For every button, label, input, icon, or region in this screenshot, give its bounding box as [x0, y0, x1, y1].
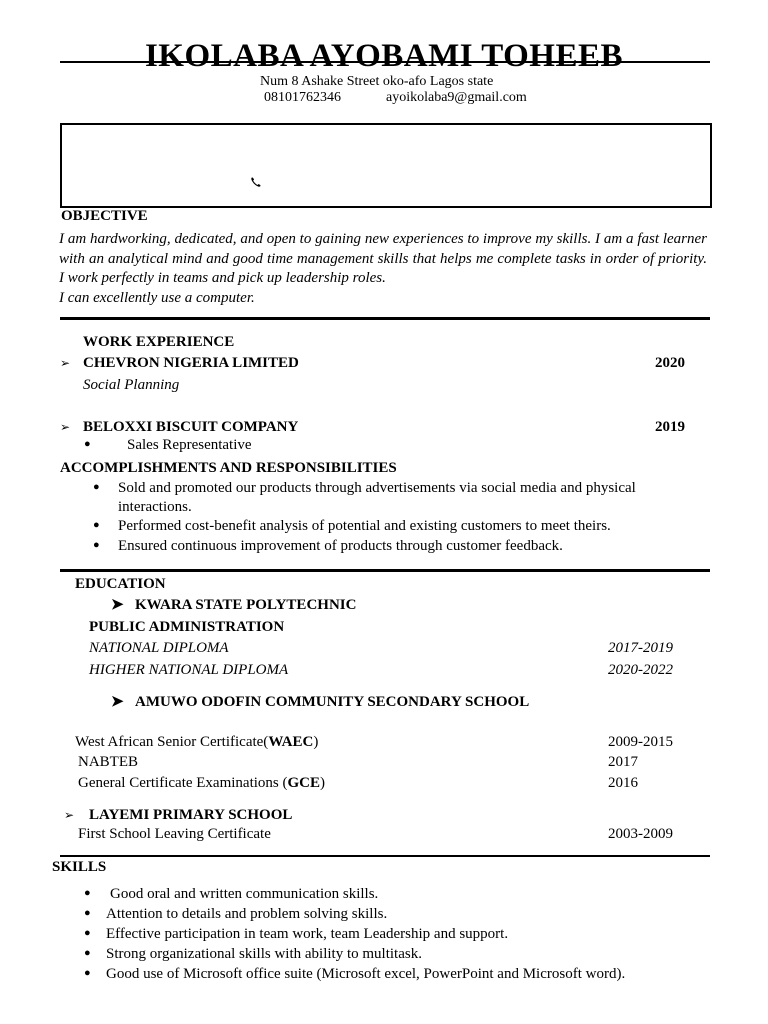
arrow-bullet-icon: ➢ [60, 356, 71, 370]
email-address: ayoikolaba9@gmail.com [386, 90, 527, 105]
bullet-icon: ● [84, 927, 91, 939]
skills-heading: SKILLS [52, 859, 107, 875]
objective-rule [60, 317, 710, 320]
certificate-text: NABTEB [78, 754, 138, 770]
skill-item: Good oral and written communication skills. [110, 886, 379, 902]
qualification-years: 2020-2022 [608, 662, 673, 678]
arrowhead-bullet-icon: ➤ [111, 694, 124, 710]
phone-icon [250, 175, 262, 187]
objective-paragraph: I am hardworking, dedicated, and open to gaining new experiences to improve my skills. I am a fast learner with an analytical mind and good time management skills that helps me complete tasks in order of priority. I work perfectly in teams and pick up leadership roles. [59, 231, 707, 286]
accomplishment-item: Performed cost-benefit analysis of potential and existing customers to meet theirs. [118, 518, 611, 534]
objective-text [59, 230, 707, 308]
certificate-abbr: GCE [287, 775, 321, 791]
accomplishments-heading: ACCOMPLISHMENTS AND RESPONSIBILITIES [60, 460, 397, 476]
job-company: CHEVRON NIGERIA LIMITED [83, 355, 299, 371]
qualification-years: 2017-2019 [608, 640, 673, 656]
course-name: PUBLIC ADMINISTRATION [89, 619, 285, 635]
education-heading: EDUCATION [75, 576, 166, 592]
certificate-text: West African Senior Certificate( [75, 734, 269, 750]
job-company: BELOXXI BISCUIT COMPANY [83, 419, 299, 435]
certificate-close: ) [320, 775, 326, 791]
certificate-close: ) [313, 734, 319, 750]
skill-item: Effective participation in team work, team Leadership and support. [106, 926, 509, 942]
bullet-icon: ● [93, 481, 100, 493]
certificate [78, 753, 138, 771]
certificate-years: 2003-2009 [608, 826, 673, 842]
skill-item: Good use of Microsoft office suite (Microsoft excel, PowerPoint and Microsoft word). [106, 966, 626, 982]
certificate [78, 774, 325, 792]
job-year: 2020 [655, 355, 685, 371]
candidate-name: IKOLABA AYOBAMI TOHEEB [144, 38, 624, 74]
accomplishment-item: Sold and promoted our products through advertisements via social media and physical [118, 480, 636, 496]
bullet-icon: ● [84, 907, 91, 919]
job-year: 2019 [655, 419, 685, 435]
certificate-years: 2009-2015 [608, 734, 673, 750]
qualification: NATIONAL DIPLOMA [89, 640, 229, 656]
school-name: KWARA STATE POLYTECHNIC [135, 597, 357, 613]
job-role: Sales Representative [127, 437, 252, 453]
contact-box [60, 123, 712, 208]
address: Num 8 Ashake Street oko-afo Lagos state [260, 74, 494, 89]
job-role: Social Planning [83, 377, 180, 393]
work-heading: WORK EXPERIENCE [83, 334, 235, 350]
bullet-icon: ● [84, 947, 91, 959]
accomplishment-item: Ensured continuous improvement of products through customer feedback. [118, 538, 563, 554]
certificate [75, 733, 318, 751]
work-rule [60, 569, 710, 572]
certificate-text: General Certificate Examinations ( [78, 775, 288, 791]
skill-item: Strong organizational skills with ability to multitask. [106, 946, 422, 962]
bullet-icon: ● [93, 539, 100, 551]
bullet-icon: ● [84, 967, 91, 979]
objective-heading: OBJECTIVE [61, 208, 148, 224]
qualification: HIGHER NATIONAL DIPLOMA [89, 662, 289, 678]
phone-number: 08101762346 [264, 90, 341, 105]
school-name: AMUWO ODOFIN COMMUNITY SECONDARY SCHOOL [135, 694, 530, 710]
education-rule [60, 855, 710, 857]
school-name: LAYEMI PRIMARY SCHOOL [89, 807, 293, 823]
certificate-years: 2017 [608, 754, 638, 770]
bullet-icon: ● [84, 438, 91, 450]
bullet-icon: ● [84, 887, 91, 899]
arrowhead-bullet-icon: ➤ [111, 597, 124, 613]
objective-computer-line: I can excellently use a computer. [59, 289, 255, 306]
skill-item: Attention to details and problem solving skills. [106, 906, 388, 922]
bullet-icon: ● [93, 519, 100, 531]
certificate-abbr: WAEC [268, 734, 314, 750]
certificate-years: 2016 [608, 775, 638, 791]
arrow-bullet-icon: ➢ [64, 808, 75, 822]
arrow-bullet-icon: ➢ [60, 420, 71, 434]
accomplishment-item-continued: interactions. [118, 499, 192, 515]
certificate: First School Leaving Certificate [78, 826, 271, 842]
